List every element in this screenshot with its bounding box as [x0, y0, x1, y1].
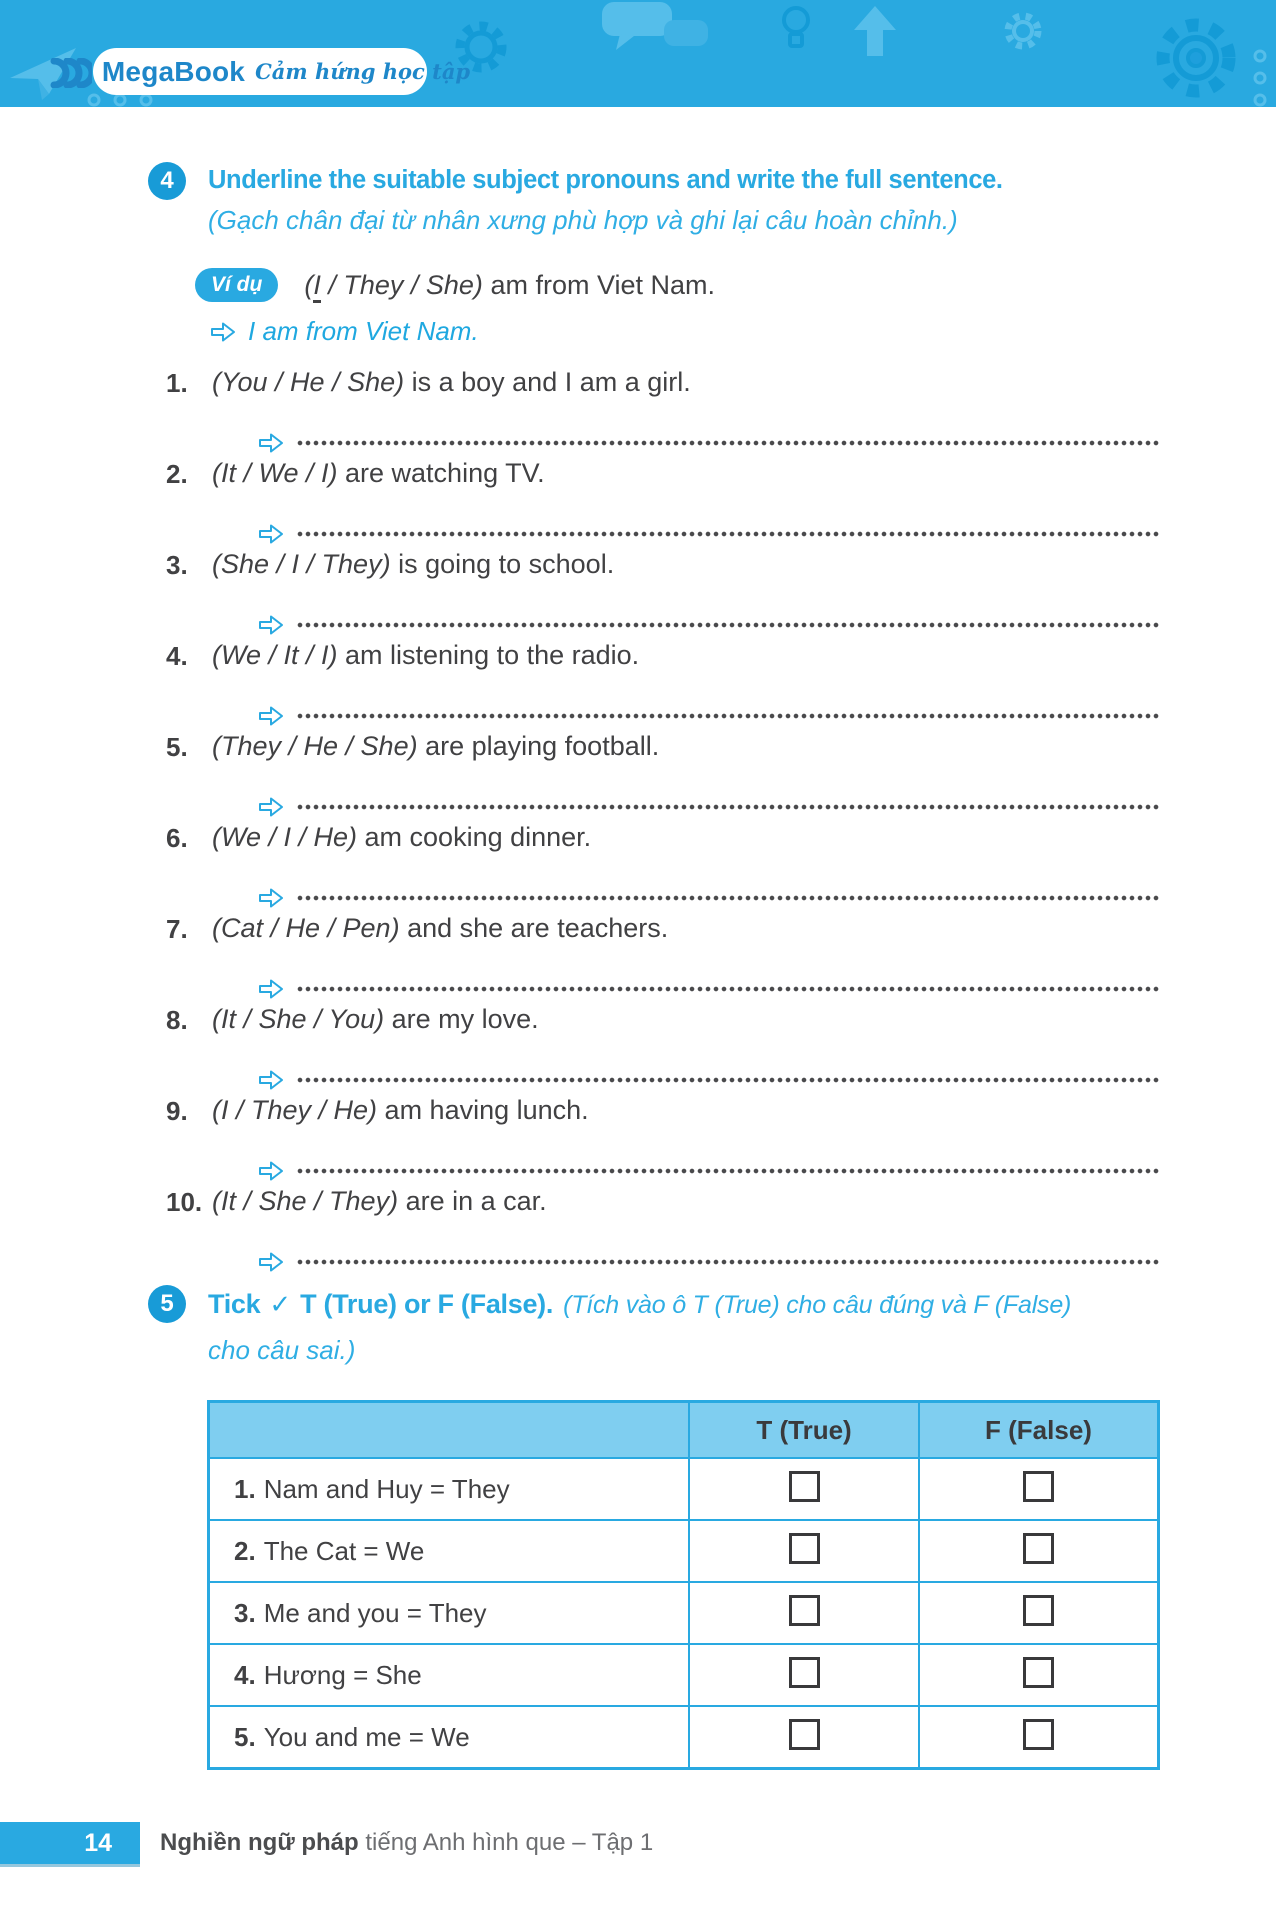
item-sentence: 2. (It / We / I) are watching TV.	[166, 458, 545, 489]
arrow-icon	[258, 978, 284, 1000]
worksheet-content	[148, 160, 1160, 1770]
dotted-blank[interactable]	[296, 708, 1160, 724]
exercise5-header	[148, 1283, 1160, 1370]
pronoun-options: (You / He / She)	[212, 367, 405, 397]
exercise5-title: Tick ✓ T (True) or F (False). (Tích vào ô T (True) cho câu đúng và F (False)	[208, 1289, 1072, 1320]
item-number: 2.	[166, 459, 188, 489]
page-number-tab: 14	[0, 1822, 140, 1864]
checkbox-true[interactable]	[789, 1471, 820, 1502]
item-number: 5.	[166, 732, 188, 762]
answer-line[interactable]	[148, 414, 1160, 456]
arrow-icon	[258, 614, 284, 636]
pronoun-options: (She / I / They)	[212, 549, 391, 579]
statement-cell: 1. Nam and Huy = They	[209, 1458, 690, 1520]
dotted-blank[interactable]	[296, 1254, 1160, 1270]
checkbox-false[interactable]	[1023, 1533, 1054, 1564]
exercise-item	[148, 913, 1160, 1004]
exercise5-subtitle-line1: (Tích vào ô T (True) cho câu đúng và F (False)	[563, 1291, 1072, 1319]
pronoun-options: (It / She / You)	[212, 1004, 385, 1034]
arrow-icon	[258, 432, 284, 454]
book-title: Nghiền ngữ pháp tiếng Anh hình que – Tập 1	[160, 1829, 654, 1856]
dotted-blank[interactable]	[296, 526, 1160, 542]
brand-name: MegaBook	[101, 55, 246, 87]
item-number: 6.	[166, 823, 188, 853]
pronoun-options: (It / She / They)	[212, 1186, 399, 1216]
answer-line[interactable]	[148, 869, 1160, 911]
statement-column-header	[209, 1402, 690, 1459]
item-sentence: 7. (Cat / He / Pen) and she are teachers.	[166, 913, 669, 944]
example-answer	[210, 316, 1160, 347]
exercise5-number-badge: 5	[148, 1285, 186, 1323]
pronoun-options: (We / I / He)	[212, 822, 358, 852]
answer-line[interactable]	[148, 1142, 1160, 1184]
dotted-blank[interactable]	[296, 1163, 1160, 1179]
item-number: 1.	[166, 368, 188, 398]
exercise4-number-badge: 4	[148, 162, 186, 200]
example-answer-text: I am from Viet Nam.	[248, 316, 479, 346]
answer-line[interactable]	[148, 1051, 1160, 1093]
underlined-pronoun: I	[313, 270, 321, 303]
exercise-item	[148, 640, 1160, 731]
column-header-true: T (True)	[689, 1402, 919, 1459]
exercise5-subtitle-line2: cho câu sai.)	[208, 1335, 356, 1365]
column-header-false: F (False)	[919, 1402, 1159, 1459]
dots-icon	[1252, 48, 1268, 107]
table-row	[209, 1458, 1159, 1520]
exercise5-section	[148, 1283, 1160, 1770]
brand-pill	[93, 48, 471, 95]
item-number: 7.	[166, 914, 188, 944]
exercise-item	[148, 822, 1160, 913]
statement-cell: 4. Hương = She	[209, 1644, 690, 1706]
pronoun-options: (It / We / I)	[212, 458, 338, 488]
arrow-icon	[258, 887, 284, 909]
pronoun-options: (They / He / She)	[212, 731, 418, 761]
item-sentence: 5. (They / He / She) are playing football.	[166, 731, 660, 762]
item-sentence: 1. (You / He / She) is a boy and I am a girl.	[166, 367, 691, 398]
item-number: 4.	[166, 641, 188, 671]
brand-mark-icon	[50, 58, 92, 88]
speech-bubble-icon	[600, 0, 710, 58]
dotted-blank[interactable]	[296, 435, 1160, 451]
exercise-item	[148, 367, 1160, 458]
dotted-blank[interactable]	[296, 890, 1160, 906]
checkbox-true[interactable]	[789, 1719, 820, 1750]
gear-icon	[1148, 10, 1244, 106]
dotted-blank[interactable]	[296, 981, 1160, 997]
item-sentence: 3. (She / I / They) is going to school.	[166, 549, 615, 580]
exercise4-subtitle: (Gạch chân đại từ nhân xưng phù hợp và ghi lại câu hoàn chỉnh.)	[208, 205, 958, 235]
answer-line[interactable]	[148, 960, 1160, 1002]
table-row	[209, 1520, 1159, 1582]
page-footer	[0, 1822, 1276, 1864]
item-number: 3.	[166, 550, 188, 580]
table-row	[209, 1706, 1159, 1769]
item-number: 9.	[166, 1096, 188, 1126]
true-false-table	[207, 1400, 1160, 1770]
statement-cell: 2. The Cat = We	[209, 1520, 690, 1582]
answer-line[interactable]	[148, 687, 1160, 729]
example-badge: Ví dụ	[195, 268, 278, 302]
item-sentence: 10. (It / She / They) are in a car.	[166, 1186, 547, 1217]
arrow-icon	[258, 705, 284, 727]
arrow-icon	[210, 321, 236, 343]
exercise-item	[148, 1186, 1160, 1277]
exercise4-items	[148, 367, 1160, 1277]
gear-icon	[1000, 8, 1046, 54]
table-row	[209, 1582, 1159, 1644]
answer-line[interactable]	[148, 1233, 1160, 1275]
tick-icon: ✓	[269, 1290, 292, 1320]
example-sentence: (I / They / She) am from Viet Nam.	[304, 270, 715, 301]
pronoun-options: (Cat / He / Pen)	[212, 913, 400, 943]
brand-tagline: Cảm hứng học tập	[255, 59, 471, 84]
dotted-blank[interactable]	[296, 1072, 1160, 1088]
arrow-icon	[258, 1251, 284, 1273]
statement-cell: 3. Me and you = They	[209, 1582, 690, 1644]
answer-line[interactable]	[148, 505, 1160, 547]
item-sentence: 8. (It / She / You) are my love.	[166, 1004, 539, 1035]
exercise-item	[148, 731, 1160, 822]
pronoun-options: (We / It / I)	[212, 640, 338, 670]
item-number: 10.	[166, 1187, 203, 1217]
item-sentence: 9. (I / They / He) am having lunch.	[166, 1095, 589, 1126]
table-header-row	[209, 1402, 1159, 1459]
header-band	[0, 0, 1276, 107]
checkbox-true[interactable]	[789, 1595, 820, 1626]
arrow-icon	[258, 523, 284, 545]
checkbox-false[interactable]	[1023, 1719, 1054, 1750]
checkbox-false[interactable]	[1023, 1595, 1054, 1626]
item-sentence: 4. (We / It / I) am listening to the radio.	[166, 640, 640, 671]
exercise-item	[148, 549, 1160, 640]
dotted-blank[interactable]	[296, 799, 1160, 815]
arrow-icon	[258, 1069, 284, 1091]
item-sentence: 6. (We / I / He) am cooking dinner.	[166, 822, 592, 853]
exercise-item	[148, 1095, 1160, 1186]
item-number: 8.	[166, 1005, 188, 1035]
dotted-blank[interactable]	[296, 617, 1160, 633]
exercise-item	[148, 1004, 1160, 1095]
exercise4-title: Underline the suitable subject pronouns and write the full sentence.	[208, 166, 1003, 194]
exercise4-header	[148, 160, 1160, 200]
example-row	[195, 264, 1160, 306]
checkbox-true[interactable]	[789, 1533, 820, 1564]
pronoun-options: (I / They / He)	[212, 1095, 378, 1125]
statement-cell: 5. You and me = We	[209, 1706, 690, 1769]
table-row	[209, 1644, 1159, 1706]
arrow-icon	[258, 796, 284, 818]
lightbulb-icon	[778, 4, 814, 56]
arrow-icon	[258, 1160, 284, 1182]
arrow-up-icon	[852, 6, 898, 58]
checkbox-false[interactable]	[1023, 1657, 1054, 1688]
checkbox-false[interactable]	[1023, 1471, 1054, 1502]
exercise-item	[148, 458, 1160, 549]
checkbox-true[interactable]	[789, 1657, 820, 1688]
answer-line[interactable]	[148, 596, 1160, 638]
answer-line[interactable]	[148, 778, 1160, 820]
pronoun-options: / They / She)	[320, 269, 483, 300]
